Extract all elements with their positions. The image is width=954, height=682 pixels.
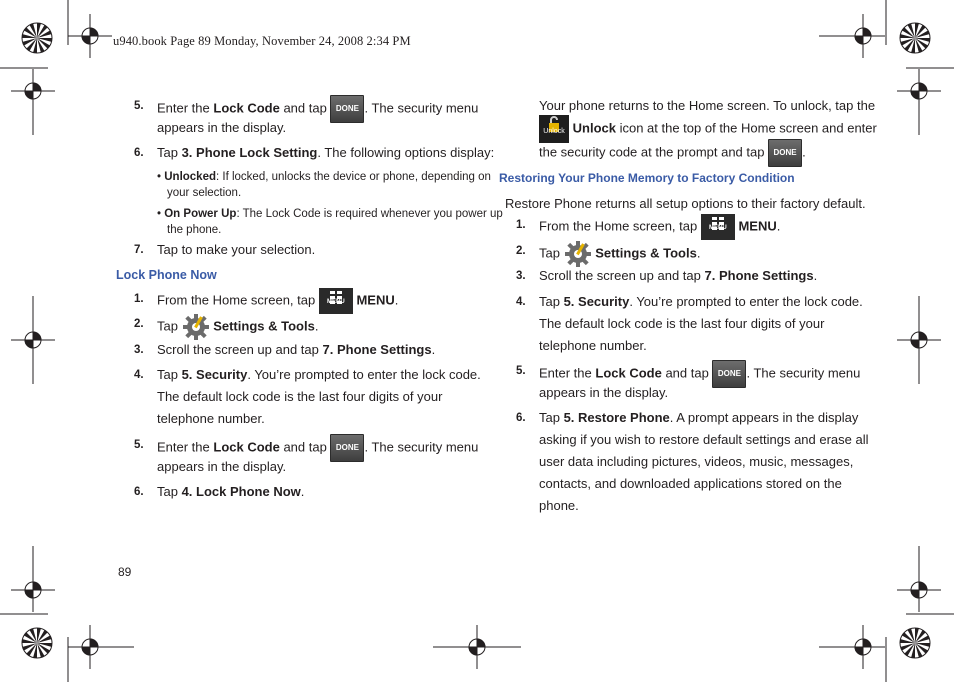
done-button-icon: DONE [330, 434, 364, 462]
done-button-icon: DONE [712, 360, 746, 388]
menu-icon: MENU [319, 288, 353, 314]
page-number: 89 [118, 565, 132, 579]
step-number: 5. [134, 100, 144, 112]
option-on-power-up: • On Power Up: The Lock Code is required whenever you power up the phone. [157, 208, 503, 236]
done-button-icon: DONE [768, 139, 802, 167]
section-heading-lock-phone-now: Lock Phone Now [116, 268, 217, 282]
settings-gear-icon [564, 240, 592, 268]
unlock-icon: Unlock [539, 115, 569, 143]
section-heading-restore: Restoring Your Phone Memory to Factory Condition [499, 171, 795, 185]
done-button-icon: DONE [330, 95, 364, 123]
menu-icon: MENU [701, 214, 735, 240]
settings-gear-icon [182, 313, 210, 341]
option-unlocked: • Unlocked: If locked, unlocks the device or phone, depending on your selection. [157, 171, 491, 199]
print-header: u940.book Page 89 Monday, November 24, 2008 2:34 PM [113, 34, 411, 48]
